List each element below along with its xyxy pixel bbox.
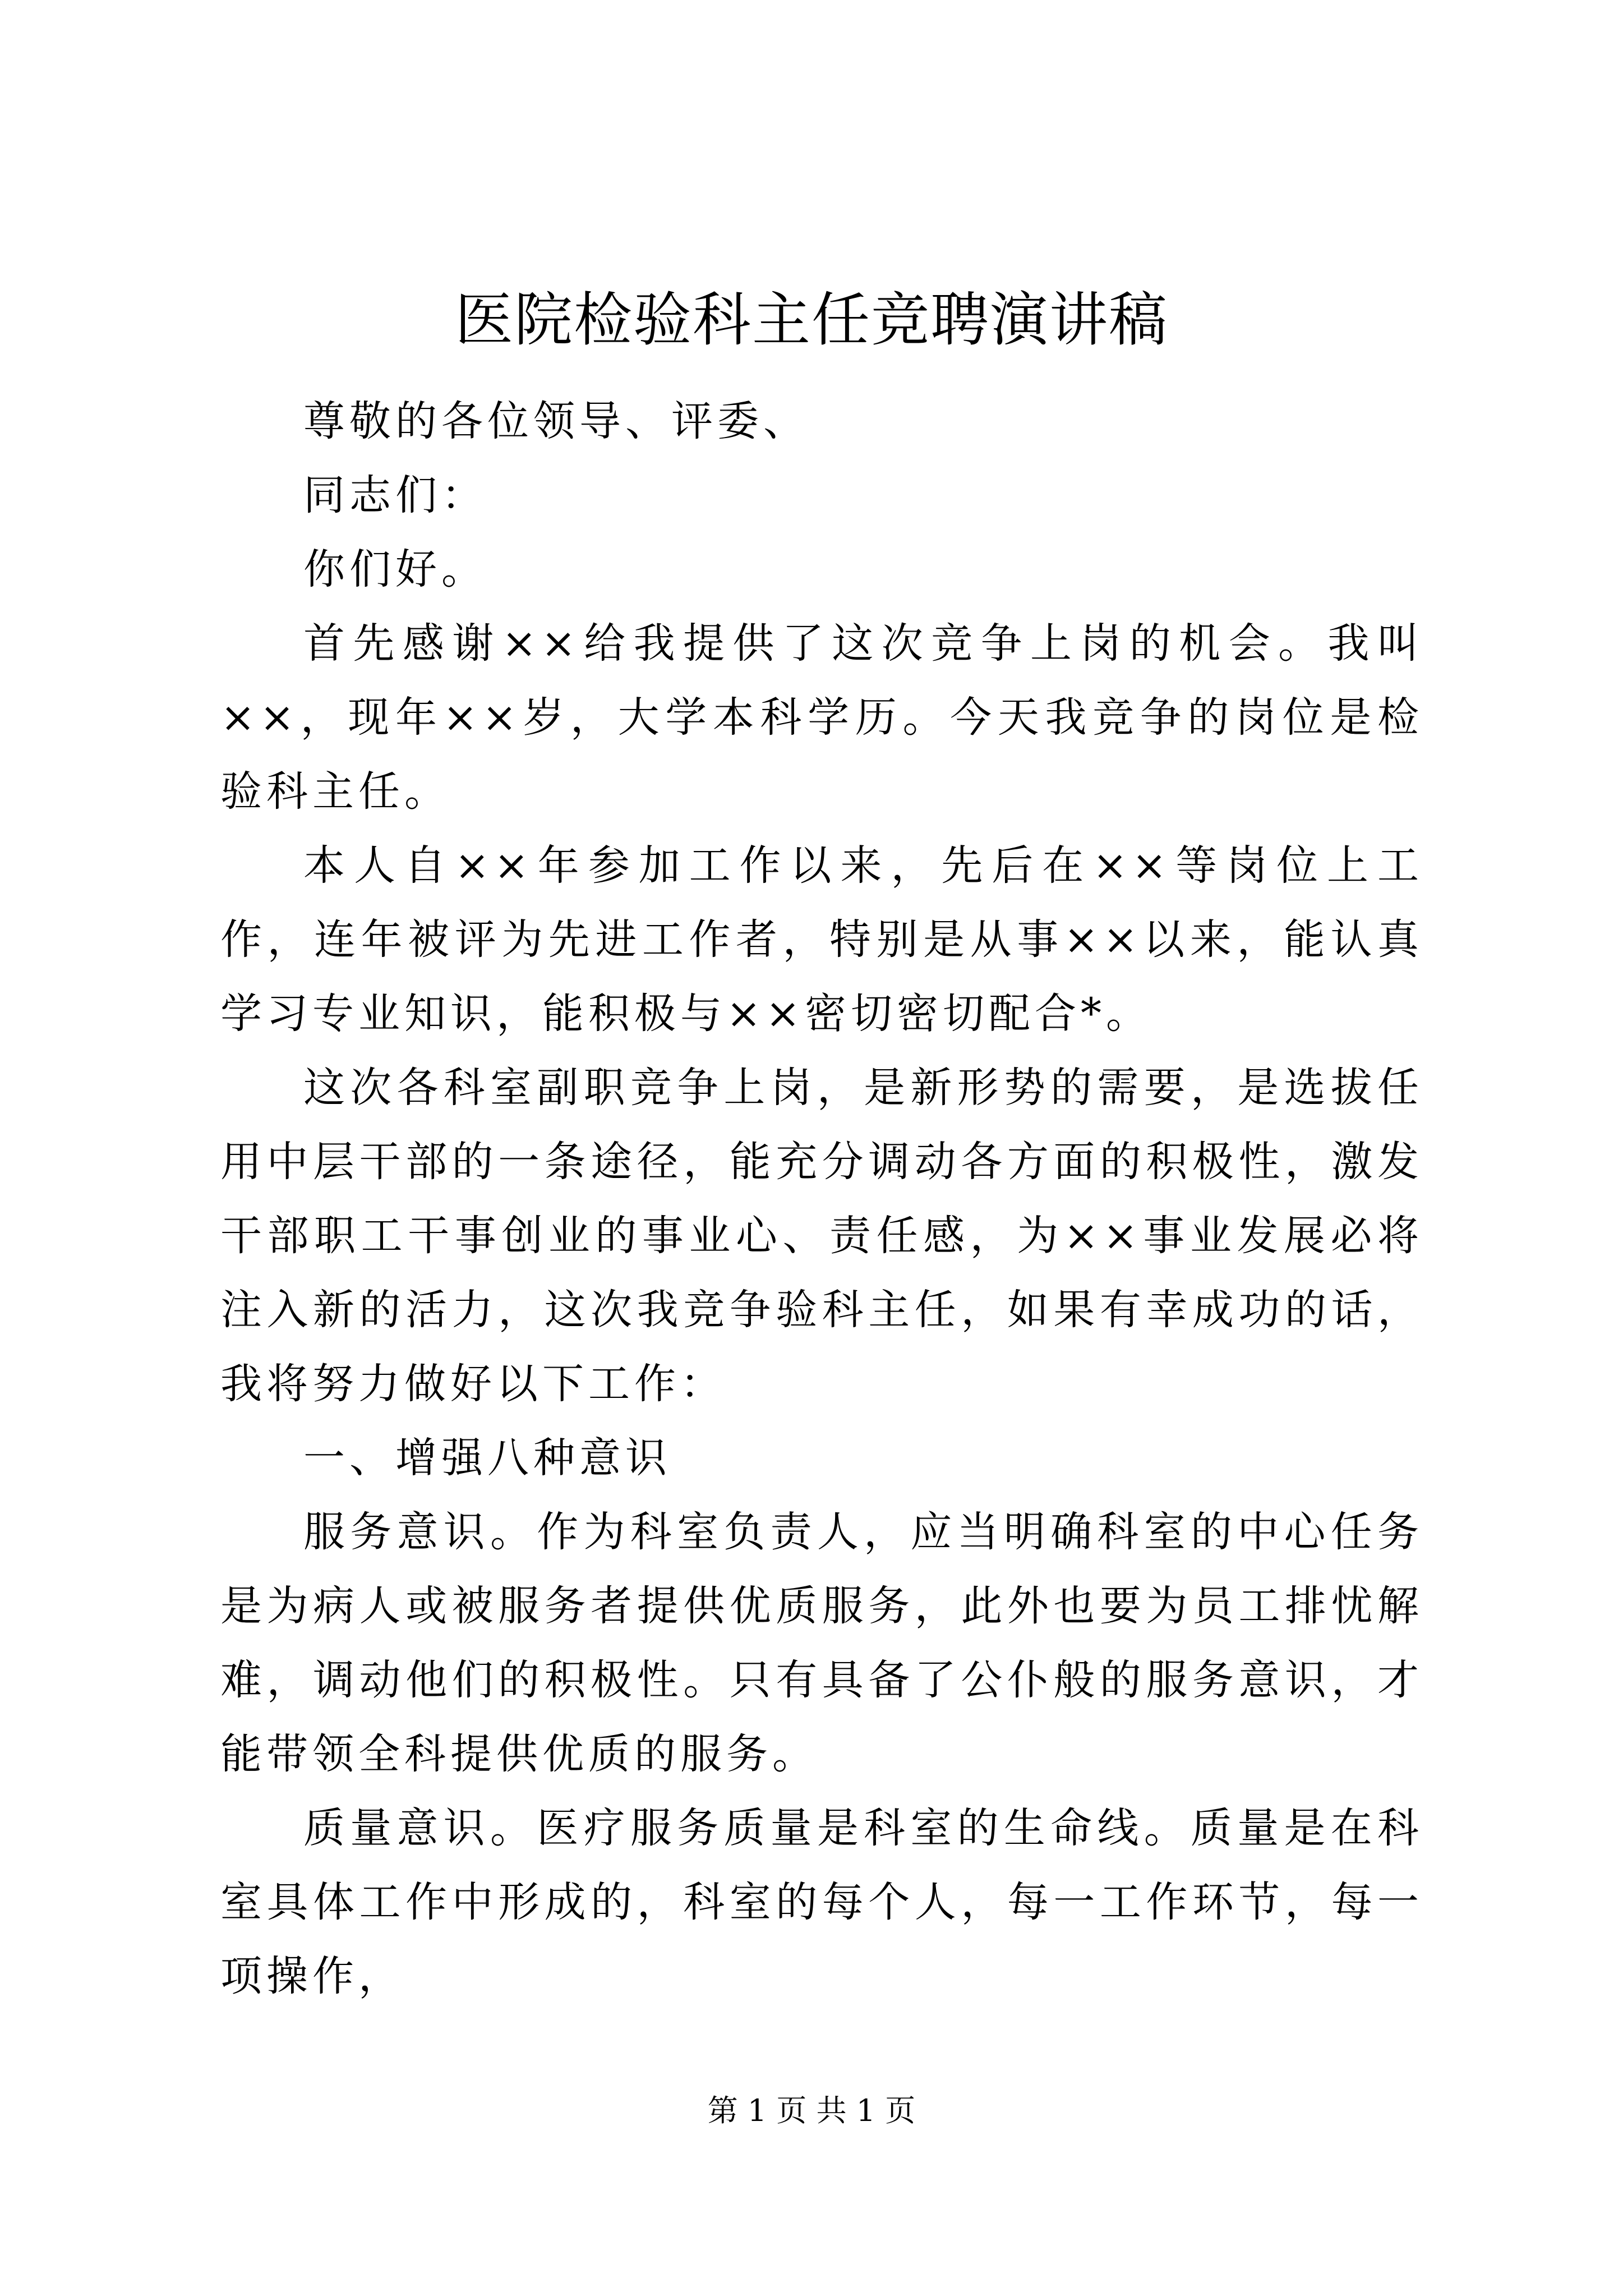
body-paragraph: 首先感谢××给我提供了这次竞争上岗的机会。我叫××，现年××岁，大学本科学历。今天我竞争的岗位是检验科主任。 <box>220 619 1423 816</box>
body-paragraph: 服务意识。作为科室负责人，应当明确科室的中心任务是为病人或被服务者提供优质服务，此外也要为员工排忧解难，调动他们的积极性。只有具备了公仆般的服务意识，才能带领全科提供优质的服务。 <box>220 1508 1423 1778</box>
salutation-line: 同志们： <box>303 471 487 519</box>
body-paragraph: 这次各科室副职竞争上岗，是新形势的需要，是选拔任用中层干部的一条途径，能充分调动各方面的积极性，激发干部职工干事创业的事业心、责任感，为××事业发展必将注入新的活力，这次我竞争验科主任，如果有幸成功的话，我将努力做好以下工作： <box>220 1064 1423 1408</box>
document-body <box>220 384 1423 2013</box>
document-title: 医院检验科主任竞聘演讲稿 <box>454 286 1168 354</box>
page-number-footer: 第 1 页 共 1 页 <box>707 2093 916 2128</box>
body-paragraph: 质量意识。医疗服务质量是科室的生命线。质量是在科室具体工作中形成的，科室的每个人，每一工作环节，每一项操作， <box>220 1804 1423 2000</box>
body-paragraph: 本人自××年参加工作以来，先后在××等岗位上工作，连年被评为先进工作者，特别是从事××以来，能认真学习专业知识，能积极与××密切密切配合*。 <box>220 841 1423 1038</box>
salutation-line: 尊敬的各位领导、评委、 <box>303 397 809 445</box>
section-heading: 一、增强八种意识 <box>303 1434 671 1482</box>
greeting-paragraph: 你们好。 <box>303 545 487 593</box>
